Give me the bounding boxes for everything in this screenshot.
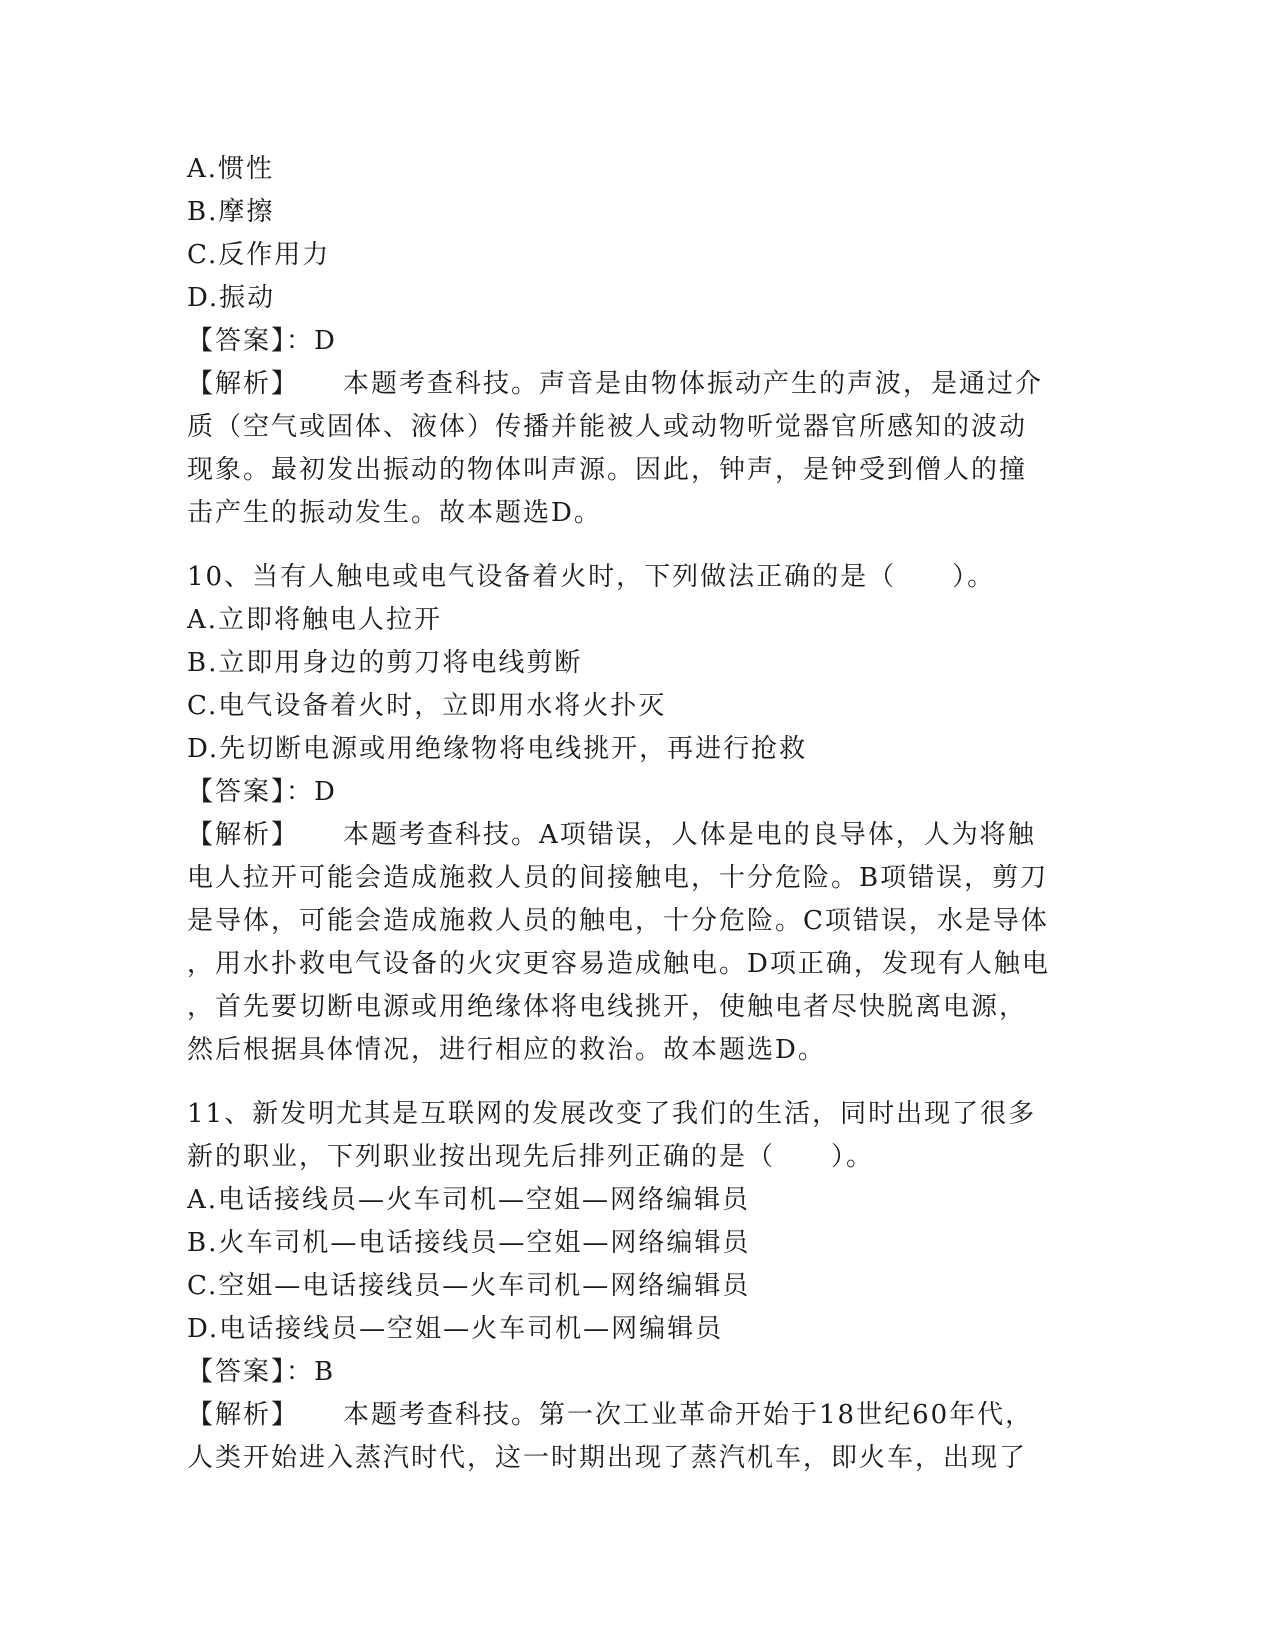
analysis-text: 本题考查科技。声音是由物体振动产生的声波，是通过介 (343, 369, 1044, 399)
document-page (187, 148, 1087, 1480)
option-a: A.惯性 (187, 154, 275, 184)
question-text: 11、新发明尤其是互联网的发展改变了我们的生活，同时出现了很多 (187, 1099, 1037, 1129)
option-c: C.空姐—电话接线员—火车司机—网络编辑员 (187, 1271, 751, 1301)
question-9-block (187, 148, 1087, 535)
answer-line (187, 320, 1087, 363)
analysis-text: ，用水扑救电气设备的火灾更容易造成触电。D项正确，发现有人触电 (187, 949, 1050, 979)
option-c: C.反作用力 (187, 240, 331, 270)
analysis-text: 是导体，可能会造成施救人员的触电，十分危险。C项错误，水是导体 (187, 906, 1049, 936)
analysis-text: 人类开始进入蒸汽时代，这一时期出现了蒸汽机车，即火车，出现了 (187, 1443, 1028, 1473)
answer-line (187, 1351, 1087, 1394)
analysis-line (187, 1394, 1087, 1437)
analysis-text: 现象。最初发出振动的物体叫声源。因此，钟声，是钟受到僧人的撞 (187, 455, 1028, 485)
answer-value: ：D (286, 326, 337, 356)
analysis-text: 质（空气或固体、液体）传播并能被人或动物听觉器官所感知的波动 (187, 412, 1028, 442)
analysis-text: 然后根据具体情况，进行相应的救治。故本题选D。 (187, 1035, 826, 1065)
analysis-line (187, 363, 1087, 406)
question-10-block (187, 556, 1087, 1072)
answer-label: 【答案】 (187, 326, 287, 356)
analysis-label: 【解析】 (187, 1400, 300, 1430)
analysis-text: 本题考查科技。A项错误，人体是电的良导体，人为将触 (343, 820, 1036, 850)
option-b: B.立即用身边的剪刀将电线剪断 (187, 648, 583, 678)
analysis-text: 击产生的振动发生。故本题选D。 (187, 498, 602, 528)
question-11-block (187, 1093, 1087, 1480)
option-c: C.电气设备着火时，立即用水将火扑灭 (187, 691, 667, 721)
analysis-text: 电人拉开可能会造成施救人员的间接触电，十分危险。B项错误，剪刀 (187, 863, 1049, 893)
option-b: B.摩擦 (187, 197, 275, 227)
answer-line (187, 771, 1087, 814)
answer-value: ：D (286, 777, 337, 807)
question-text: 10、当有人触电或电气设备着火时，下列做法正确的是（ ）。 (187, 562, 996, 592)
option-a: A.立即将触电人拉开 (187, 605, 443, 635)
answer-value: ：B (286, 1357, 336, 1387)
option-d: D.振动 (187, 283, 276, 313)
option-a: A.电话接线员—火车司机—空姐—网络编辑员 (187, 1185, 751, 1215)
analysis-label: 【解析】 (187, 820, 300, 850)
answer-label: 【答案】 (187, 1357, 287, 1387)
answer-label: 【答案】 (187, 777, 287, 807)
option-b: B.火车司机—电话接线员—空姐—网络编辑员 (187, 1228, 751, 1258)
option-d: D.先切断电源或用绝缘物将电线挑开，再进行抢救 (187, 734, 808, 764)
option-d: D.电话接线员—空姐—火车司机—网编辑员 (187, 1314, 724, 1344)
analysis-text: ，首先要切断电源或用绝缘体将电线挑开，使触电者尽快脱离电源， (187, 992, 1028, 1022)
analysis-text: 本题考查科技。第一次工业革命开始于18世纪60年代， (343, 1400, 1034, 1430)
analysis-label: 【解析】 (187, 369, 300, 399)
analysis-line (187, 814, 1087, 857)
question-text: 新的职业，下列职业按出现先后排列正确的是（ ）。 (187, 1142, 875, 1172)
